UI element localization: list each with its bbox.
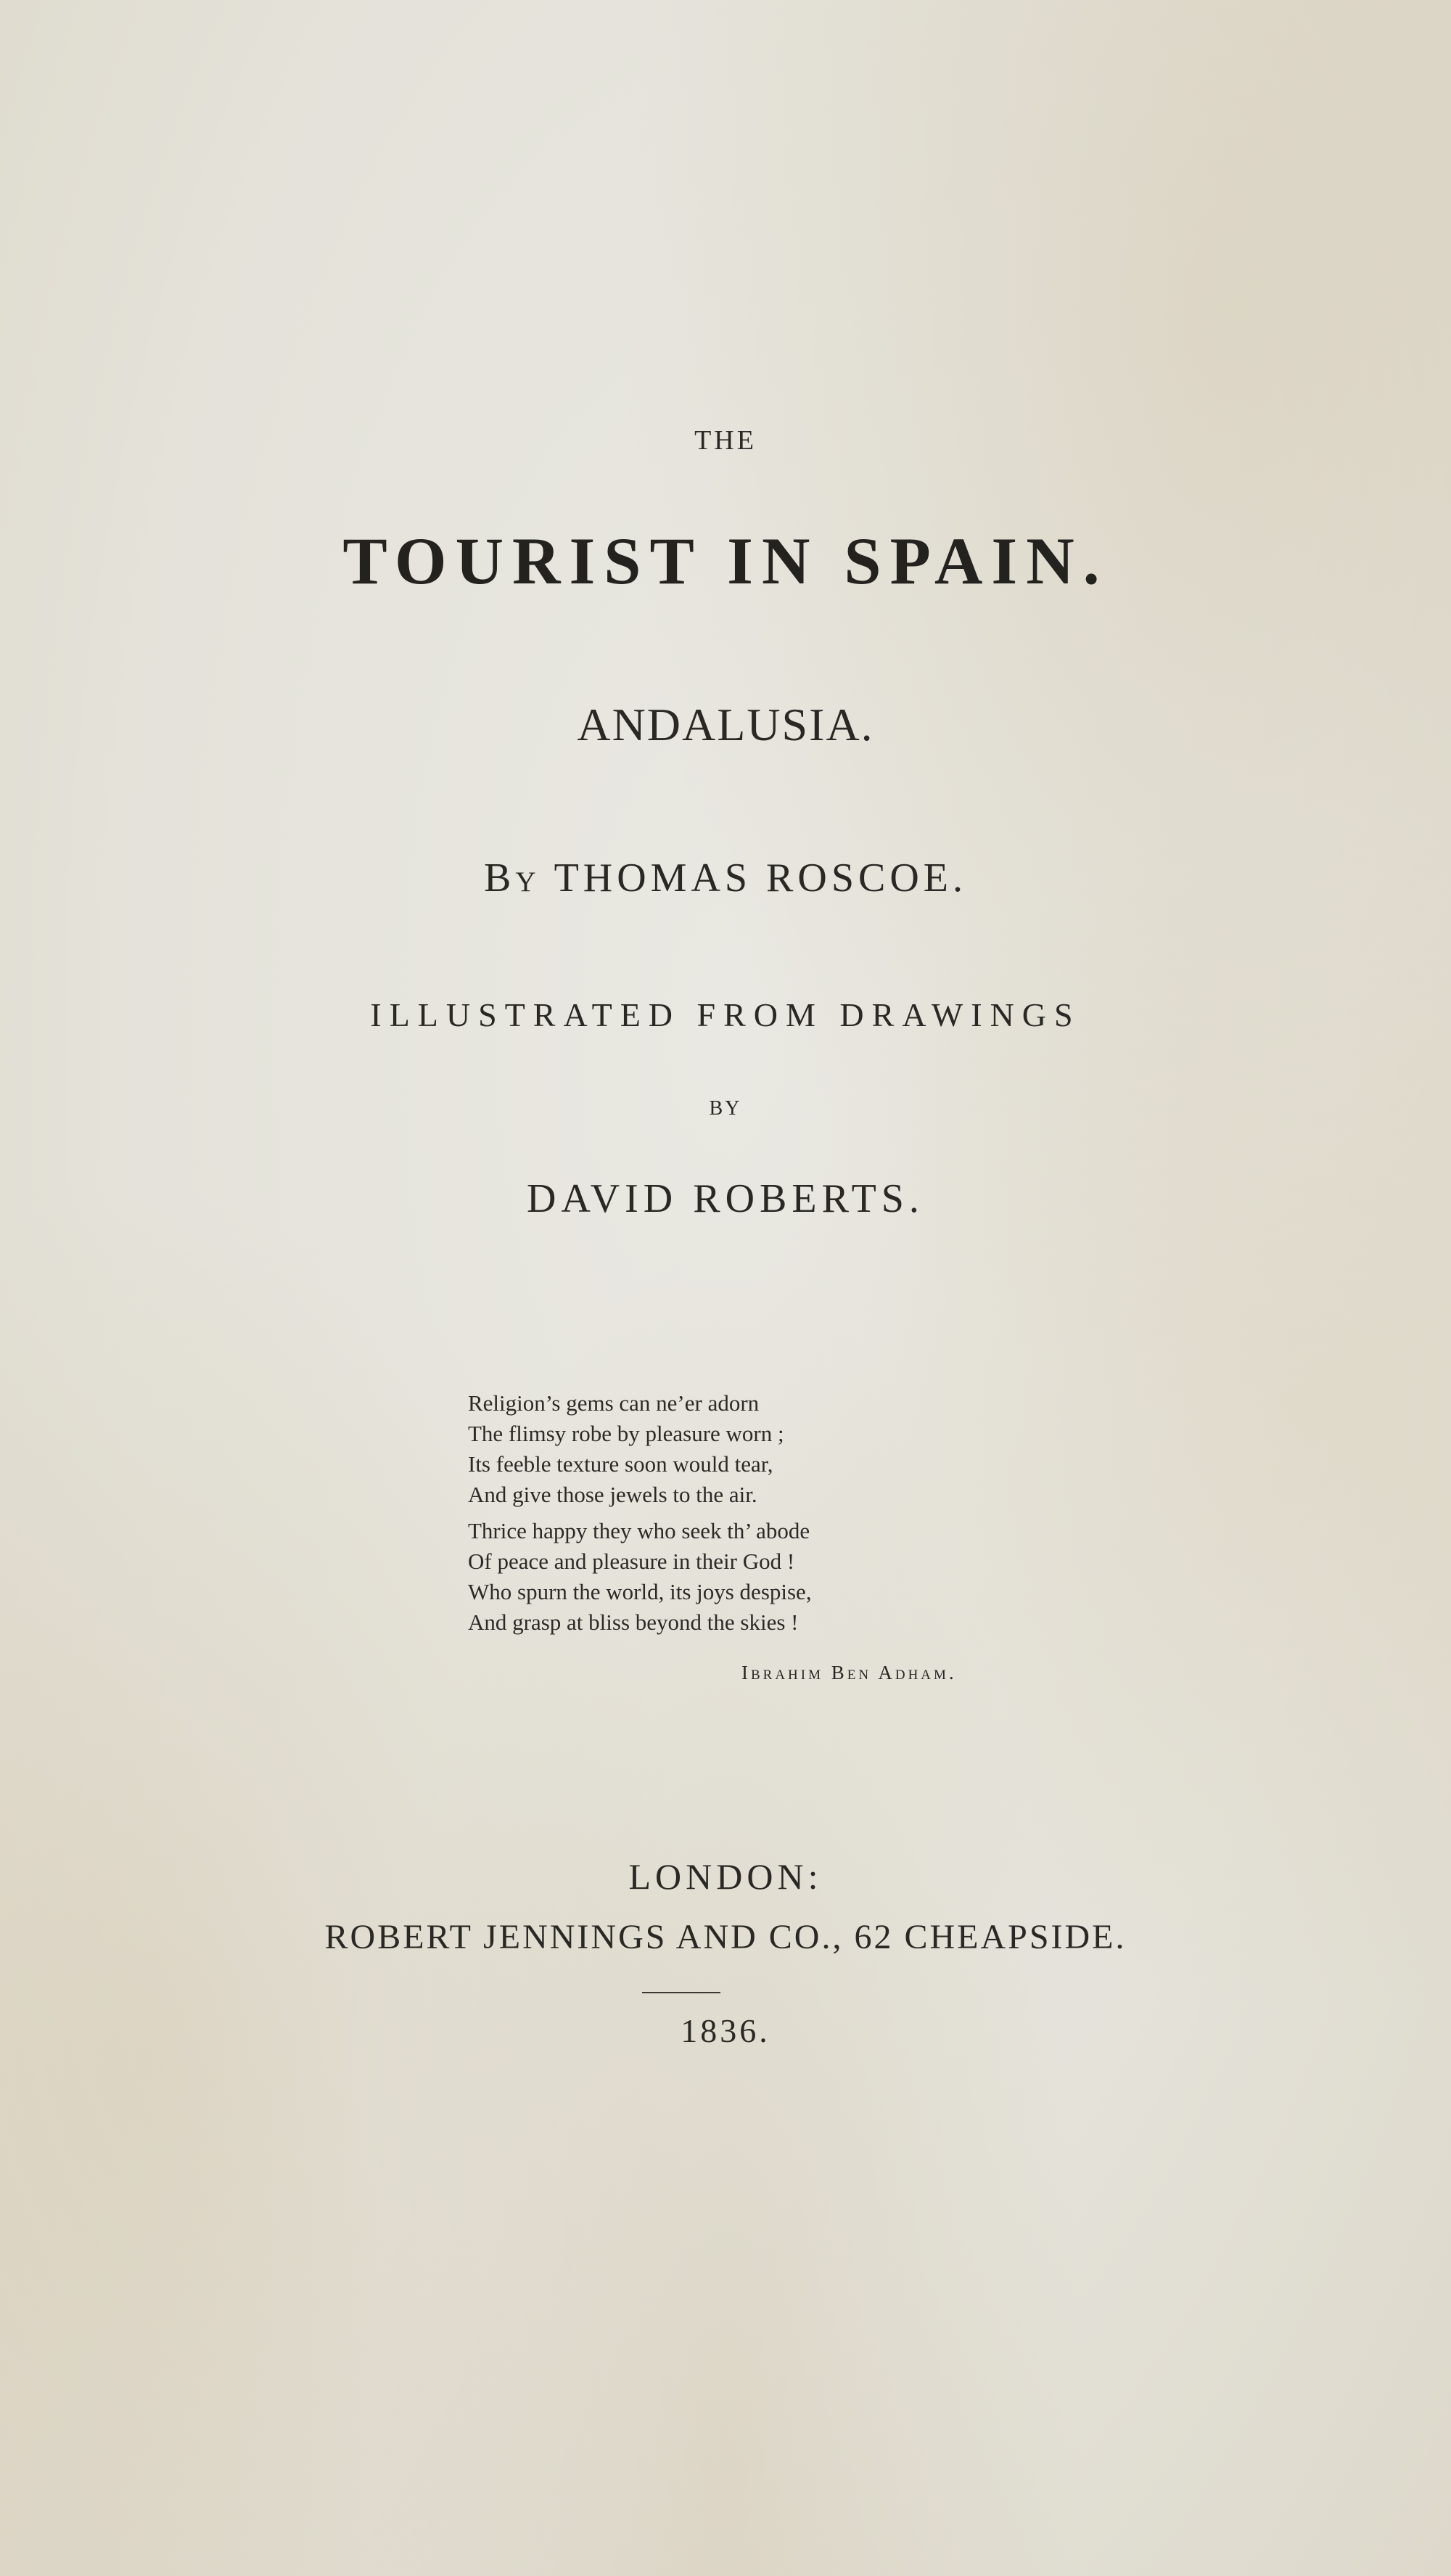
epigraph-line: And give those jewels to the air. <box>468 1482 757 1507</box>
epigraph-line: Religion’s gems can ne’er adorn <box>468 1390 760 1416</box>
imprint-publisher: ROBERT JENNINGS AND CO., 62 CHEAPSIDE. <box>324 1918 1127 1956</box>
illustrated-line: ILLUSTRATED FROM DRAWINGS <box>370 996 1081 1033</box>
epigraph-line: And grasp at bliss beyond the skies ! <box>468 1609 799 1635</box>
author-by: By <box>484 856 540 901</box>
imprint-year: 1836. <box>681 2012 770 2049</box>
imprint-city: LONDON: <box>628 1856 823 1897</box>
epigraph-line: Of peace and pleasure in their God ! <box>468 1549 795 1574</box>
illustrator-name: DAVID ROBERTS. <box>527 1176 924 1221</box>
epigraph <box>468 1388 1019 1638</box>
title-article: THE <box>694 425 757 456</box>
epigraph-stanza-1 <box>468 1388 1019 1510</box>
epigraph-line: Its feeble texture soon would tear, <box>468 1451 773 1477</box>
epigraph-line: Who spurn the world, its joys despise, <box>468 1579 812 1604</box>
book-subtitle: ANDALUSIA. <box>577 699 874 750</box>
illustrated-by: BY <box>709 1097 742 1120</box>
epigraph-attribution: Ibrahim Ben Adham. <box>741 1662 957 1683</box>
author-line <box>0 855 1451 901</box>
epigraph-line: The flimsy robe by pleasure worn ; <box>468 1421 784 1446</box>
imprint-rule <box>642 1992 720 1993</box>
book-title: TOURIST IN SPAIN. <box>342 524 1109 598</box>
epigraph-stanza-2 <box>468 1516 1019 1638</box>
epigraph-line: Thrice happy they who seek th’ abode <box>468 1518 810 1543</box>
author-name: THOMAS ROSCOE. <box>554 856 967 901</box>
